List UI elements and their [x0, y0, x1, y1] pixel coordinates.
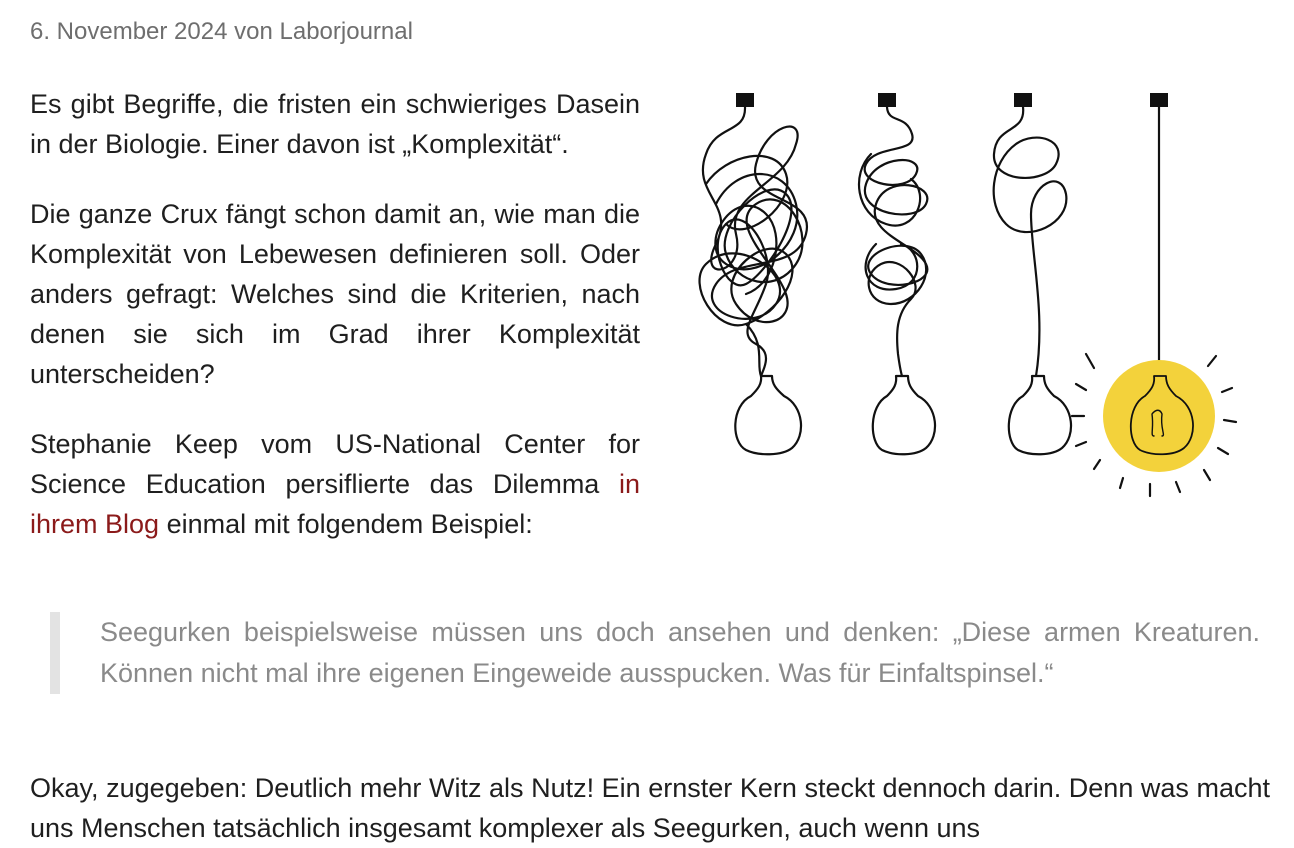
paragraph-2: Die ganze Crux fängt schon damit an, wie man die Komplexität von Lebewesen definieren soll. Oder anders gefragt: Welches sind die Kriterien, nach denen sie sich im Grad ihrer Komplexität unterscheiden?	[30, 199, 640, 389]
quote-text: Seegurken beispielsweise müssen uns doch ansehen und denken: „Diese armen Kreaturen. Können nicht mal ihre eigenen Eingeweide ausspucken. Was für Einfaltspinsel.“	[100, 617, 1260, 688]
blockquote	[50, 612, 1260, 694]
paragraph-3-text-b: einmal mit folgendem Beispiel:	[159, 509, 533, 539]
paragraph-4: Okay, zugegeben: Deutlich mehr Witz als Nutz! Ein ernster Kern steckt dennoch darin. Denn was macht uns Menschen tatsächlich insgesamt komplexer als Seegurken, auch wenn uns	[30, 773, 1270, 843]
blog-link[interactable]: in ihrem Blog	[30, 469, 640, 539]
paragraph-3	[30, 424, 640, 544]
post-meta	[30, 18, 413, 46]
post-date: 6. November 2024	[30, 18, 228, 45]
tangled-cables-to-lightbulb-icon	[676, 84, 1252, 514]
lightbulb-illustration	[676, 84, 1252, 514]
paragraph-1: Es gibt Begriffe, die fristen ein schwieriges Dasein in der Biologie. Einer davon ist „Komplexität“.	[30, 89, 640, 159]
post-author-link[interactable]: Laborjournal	[279, 18, 413, 45]
post-by: von	[234, 18, 273, 45]
article-intro	[30, 84, 640, 574]
paragraph-3-text-a: Stephanie Keep vom US-National Center for Science Education persiflierte das Dilemma	[30, 429, 640, 499]
